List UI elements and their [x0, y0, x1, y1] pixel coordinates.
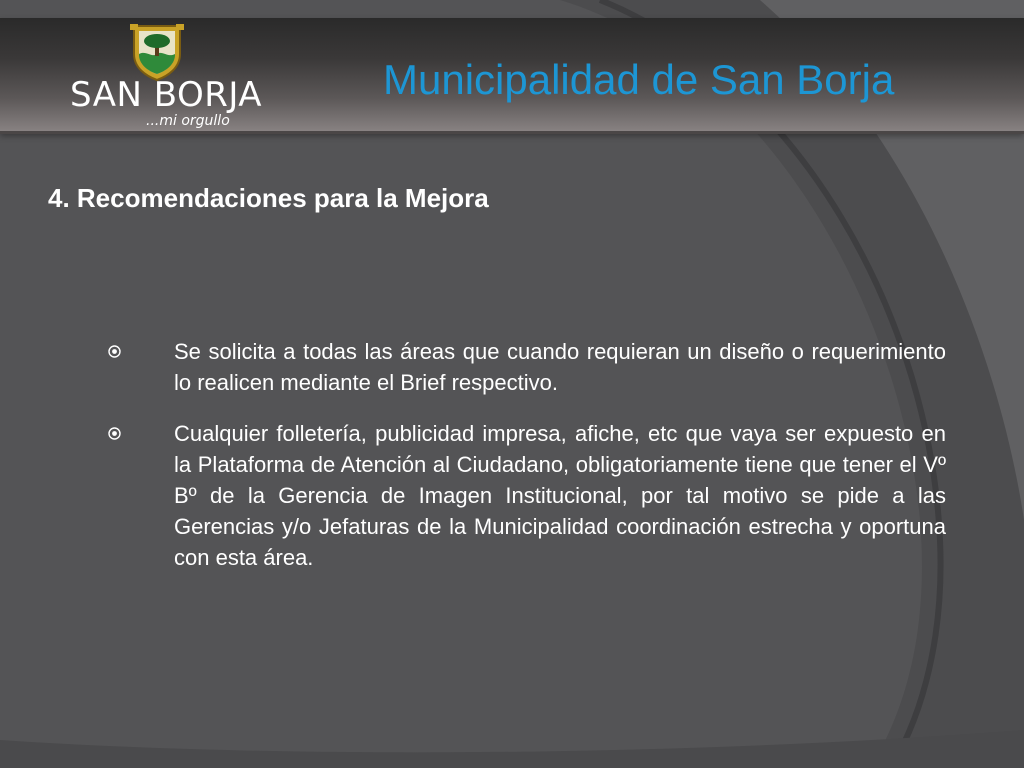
page-title: Municipalidad de San Borja	[383, 56, 895, 103]
ringed-dot-icon	[108, 427, 121, 440]
list-item	[104, 418, 946, 573]
section-heading: 4. Recomendaciones para la Mejora	[48, 183, 489, 213]
logo-wordmark: SAN BORJA	[70, 75, 263, 115]
bullet-list	[104, 336, 946, 593]
ringed-dot-icon	[108, 345, 121, 358]
list-item	[104, 336, 946, 398]
bullet-text: Se solicita a todas las áreas que cuando requieran un diseño o requerimiento lo realicen mediante el Brief respectivo.	[174, 339, 946, 395]
san-borja-logo	[70, 20, 263, 132]
logo-tagline: ...mi orgullo	[146, 113, 230, 129]
municipal-crest-icon	[126, 20, 188, 82]
bullet-text: Cualquier folletería, publicidad impresa, afiche, etc que vaya ser expuesto en la Plataforma de Atención al Ciudadano, obligatoriamente tiene que tener el Vº Bº de la Gerencia de Imagen Institucional, por tal motivo se pide a las Gerencias y/o Jefaturas de la Municipalidad coordinación estrecha y oportuna con esta área.	[174, 421, 946, 570]
